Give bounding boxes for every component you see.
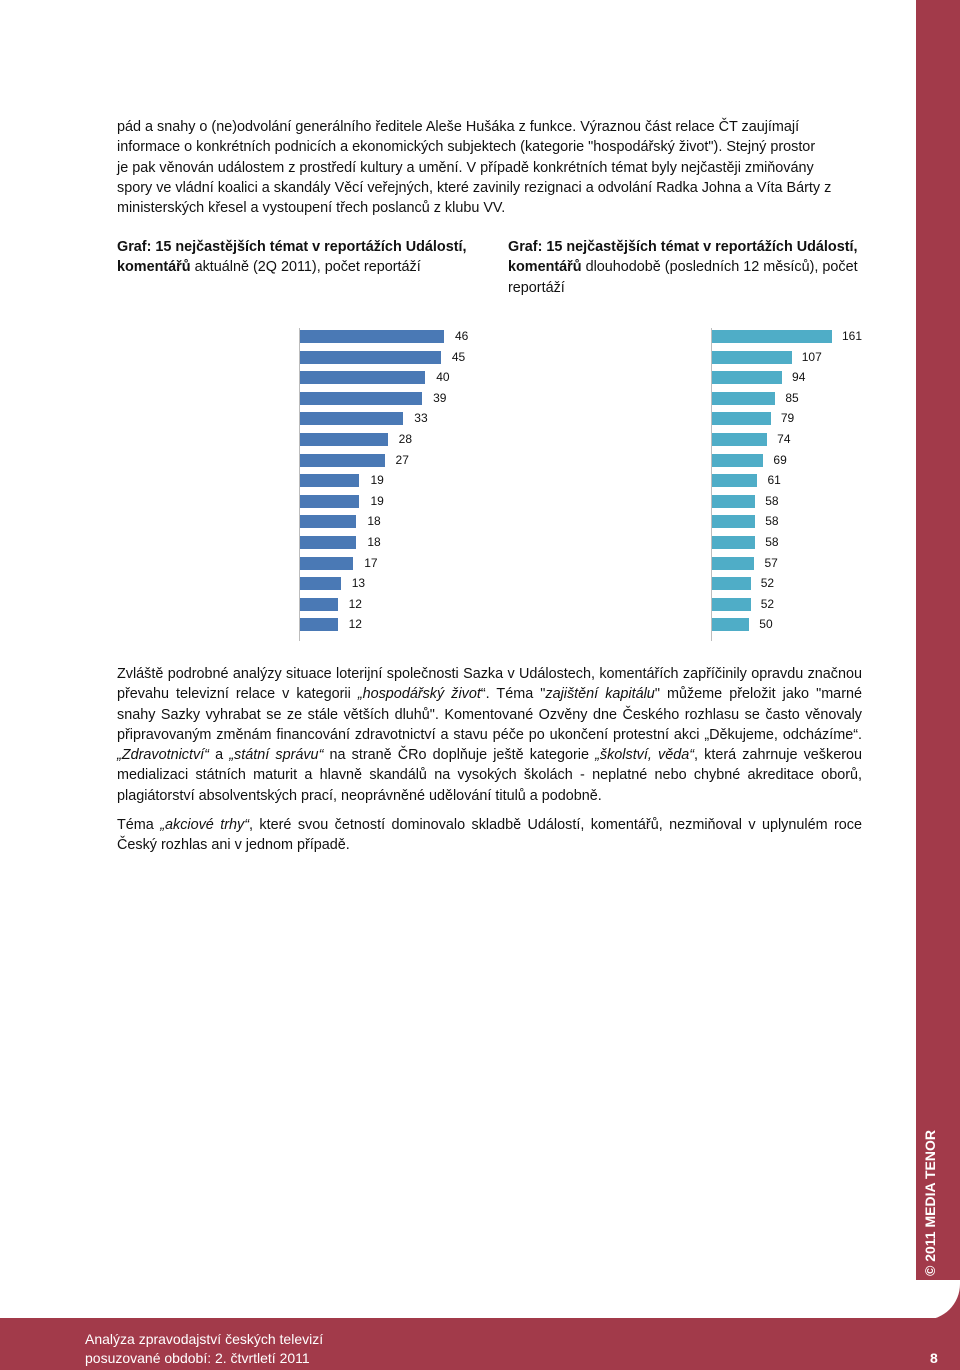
closing-text: , které svou četností dominovalo skladbě Událostí, komentářů, nezmiňoval v uplynulém roce Český rozhlas ani v jednom případě. (117, 817, 862, 854)
chart-value-label: 85 (785, 390, 799, 405)
chart-value-label: 46 (455, 329, 469, 343)
chart-bar (712, 433, 767, 446)
intro-line: je pak věnován událostem z prostředí kultury a umění. V případě konkrétních témat byly nejčastěji zmiňovány (117, 159, 814, 176)
analysis-italic: zajištění kapitálu (545, 686, 655, 703)
chart-value-label: 19 (370, 493, 384, 508)
chart-value-label: 17 (364, 555, 378, 570)
graph-right-title (508, 237, 863, 298)
graph-right-title-rest: dlouhodobě (posledních 12 měsíců), počet reportáží (508, 259, 858, 296)
analysis-paragraph (117, 664, 862, 806)
analysis-text: , která zahrnuje veškerou medializaci státních maturit a hlavně skandálů na vysokých školách - neplatné nebo chybné akreditace oborů, plagiátorství absolventských prací, neoprávněné udělování titulů a podobně. (117, 747, 862, 804)
chart-bar (712, 371, 782, 384)
chart-bar (712, 577, 751, 590)
analysis-text: Zvláště podrobné analýzy situace loterijní společnosti Sazka v Událostech, komentářích zapříčinily opravdu značnou převahu televizní relace v kategorii (117, 666, 862, 703)
chart-value-label: 52 (760, 576, 775, 591)
chart-value-label: 28 (398, 432, 412, 446)
chart-bar (300, 598, 338, 611)
closing-paragraph (117, 815, 862, 856)
chart-bar (300, 330, 444, 343)
chart-bar (300, 557, 353, 570)
chart-value-label: 94 (792, 370, 806, 385)
closing-italic: „akciové trhy“ (160, 817, 250, 833)
chart-value-label: 18 (367, 514, 381, 529)
chart-value-label: 57 (764, 555, 778, 570)
graph-left-title (117, 237, 477, 278)
chart-value-label: 39 (433, 390, 447, 405)
graph-left-title-rest: aktuálně (2Q 2011), počet reportáží (190, 259, 421, 276)
chart-bar (300, 577, 341, 590)
chart-bar (712, 330, 832, 343)
chart-value-label: 12 (348, 617, 362, 632)
chart-value-label: 13 (351, 576, 366, 591)
footer-title-line1: Analýza zpravodajství českých televizí (85, 1331, 324, 1347)
chart-value-label: 45 (451, 349, 466, 364)
chart-bar (300, 371, 425, 384)
chart-bar (712, 392, 775, 405)
intro-paragraph (117, 117, 862, 218)
chart-value-label: 12 (348, 596, 362, 611)
chart-value-label: 58 (765, 514, 779, 529)
sidebar-notch (916, 1280, 960, 1320)
chart-bar (300, 474, 359, 487)
chart-bar (300, 536, 356, 549)
chart-bar (712, 557, 754, 570)
intro-line: pád a snahy o (ne)odvolání generálního ředitele Aleše Hušáka z funkce. Výraznou část relace ČT zaujímají (117, 119, 800, 135)
chart-bar (300, 454, 385, 467)
chart-bar (300, 433, 388, 446)
analysis-italic: „školství, věda“ (595, 747, 695, 764)
footer-title (85, 1330, 323, 1368)
chart-bar (712, 454, 763, 467)
analysis-italic: „Zdravotnictví“ (117, 747, 209, 764)
chart-bar (712, 474, 757, 487)
graph-right-title-bold: Graf: 15 nejčastějších témat v reportážích Událostí, komentářů (508, 239, 858, 276)
analysis-text: “. Téma " (480, 686, 546, 703)
chart-value-label: 50 (759, 617, 773, 632)
chart-value-label: 69 (773, 452, 787, 467)
closing-text: Téma (117, 817, 161, 833)
chart-value-label: 79 (780, 411, 795, 426)
chart-value-label: 19 (370, 473, 384, 488)
chart-value-label: 27 (395, 452, 409, 467)
page-number: 8 (930, 1350, 938, 1366)
copyright-text: © 2011 MEDIA TENOR (922, 1130, 938, 1276)
chart-value-label: 33 (414, 411, 428, 426)
analysis-italic: „hospodářský život (357, 686, 481, 703)
chart-value-label: 58 (765, 535, 779, 549)
analysis-text: na straně ČRo doplňuje ještě kategorie (323, 747, 596, 764)
chart-bar (300, 515, 356, 528)
chart-bar (300, 495, 359, 508)
chart-value-label: 52 (760, 596, 775, 611)
chart-bar (300, 351, 441, 364)
chart-bar (712, 495, 755, 508)
chart-value-label: 40 (436, 370, 450, 385)
chart-value-label: 161 (842, 329, 863, 343)
chart-bar (712, 351, 792, 364)
chart-bar (712, 412, 771, 425)
chart-bar (712, 536, 755, 549)
chart-value-label: 58 (765, 493, 779, 508)
intro-line: spory ve vládní koalici a skandály Věcí veřejných, které zavinily rezignaci a odvolání Radka Johna a Víta Bárty z (117, 179, 832, 196)
intro-line: ministerských křesel a vystoupení třech poslanců z klubu VV. (117, 200, 506, 217)
analysis-text: " můžeme přeložit jako "marné snahy Sazky vyhrabat se ze stále větších dluhů". Komentované Ozvěny dne Českého rozhlasu se často věnovaly připravovaným změnám financování zdravotnictví a stavu péče po ukončení protestní akci „Děkujeme, odcházíme“. (117, 686, 862, 743)
chart-bar (300, 392, 422, 405)
chart-value-label: 61 (767, 473, 781, 488)
chart-bar (300, 618, 338, 631)
chart-bar (712, 515, 755, 528)
intro-line: informace o konkrétních podnicích a ekonomických subjektech (kategorie "hospodářský život"). Stejný prostor (117, 139, 816, 156)
chart-bar (300, 412, 403, 425)
chart-value-label: 74 (777, 432, 791, 446)
chart-value-label: 107 (801, 349, 822, 364)
analysis-text: a (208, 747, 230, 764)
analysis-italic: „státní správu“ (229, 747, 324, 764)
chart-bar (712, 598, 751, 611)
chart-value-label: 18 (367, 535, 381, 549)
footer-title-line2: posuzované období: 2. čtvrtletí 2011 (85, 1350, 310, 1366)
chart-bar (712, 618, 749, 631)
graph-left-title-bold: Graf: 15 nejčastějších témat v reportážích Událostí, komentářů (117, 239, 467, 276)
